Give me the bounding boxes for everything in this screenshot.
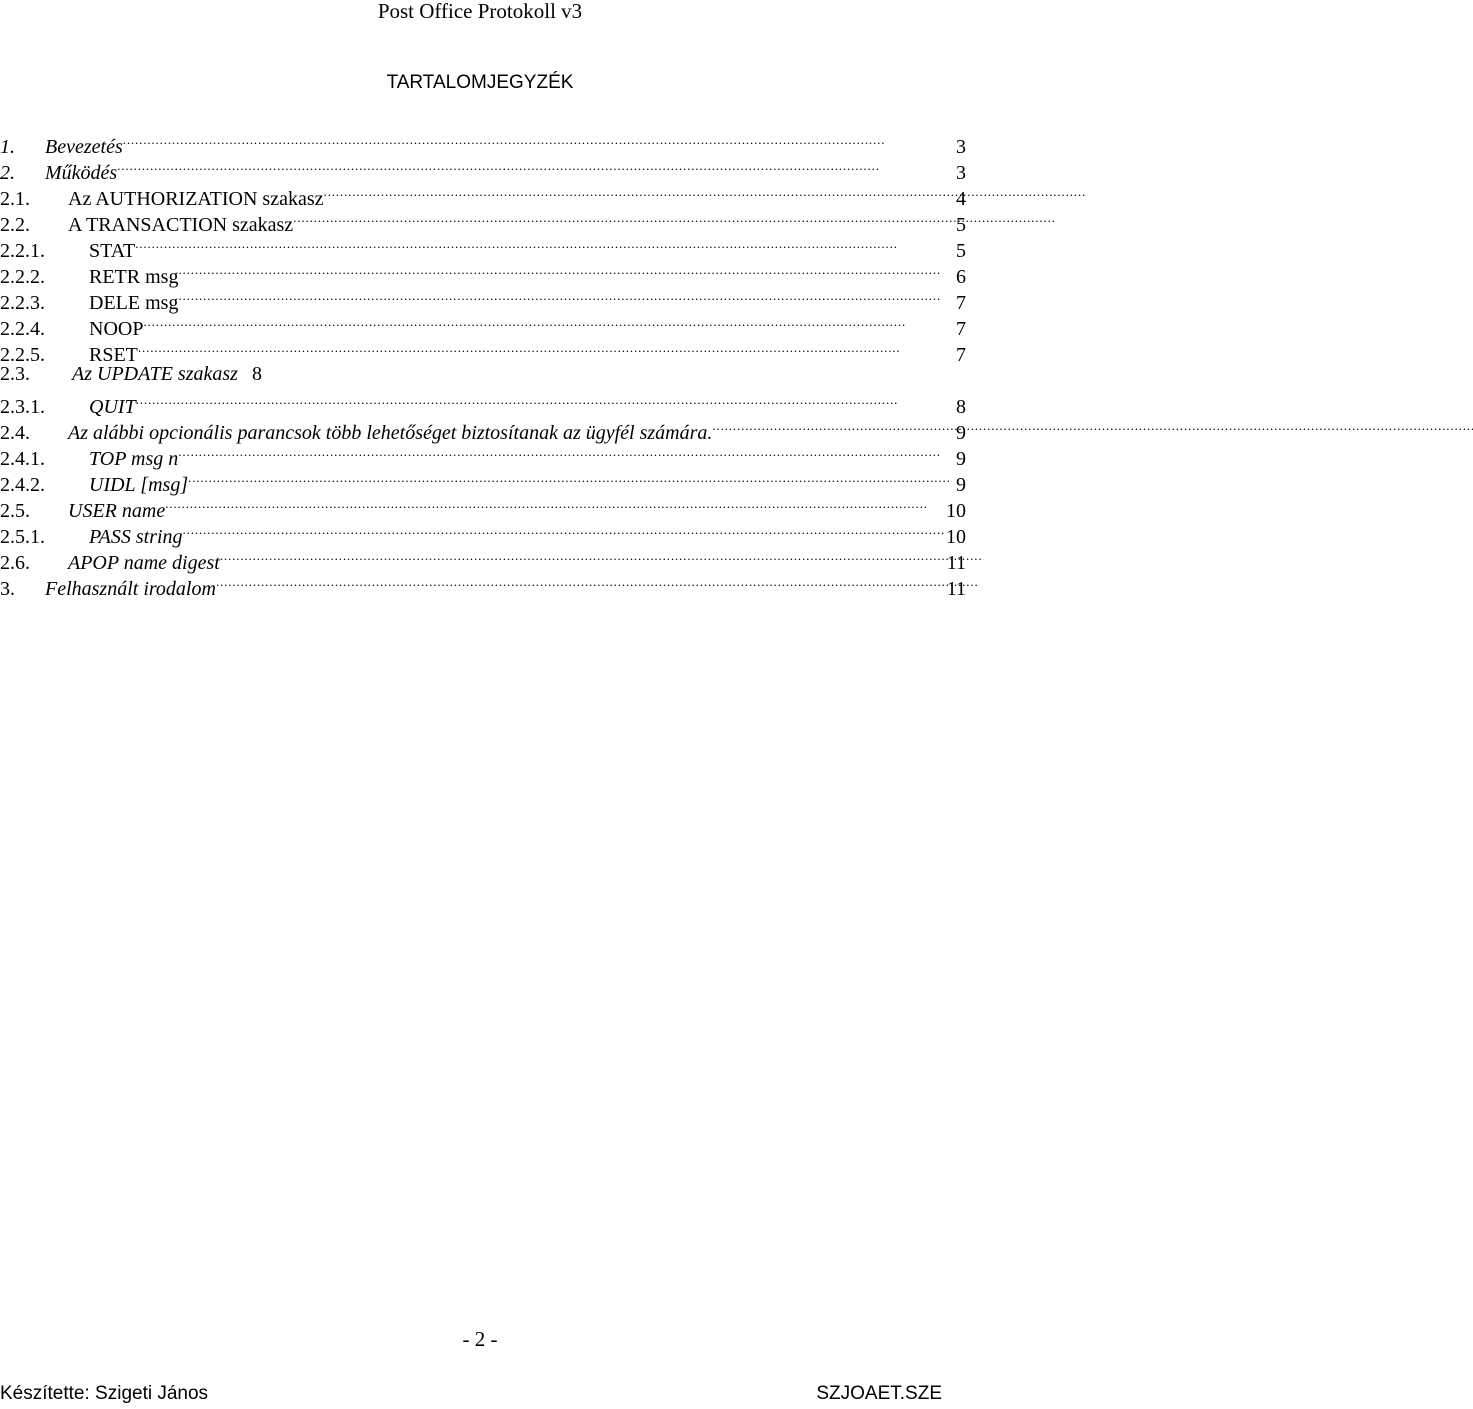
toc-entry[interactable] [0, 465, 966, 496]
toc-entry-number: 2. [0, 162, 15, 184]
toc-leader-dots [324, 179, 955, 205]
toc-entry-number: 2.4.1. [0, 448, 45, 470]
document-header: Post Office Protokoll v3 [377, 0, 583, 23]
toc-entry-page: 7 [956, 344, 966, 366]
footer-code: SZJOAET.SZE [816, 1383, 942, 1404]
toc-entry-title: RSET [89, 344, 138, 366]
toc-entry-page: 10 [946, 526, 966, 548]
toc-entry-title: UIDL [msg] [89, 474, 189, 496]
toc-entry-page: 11 [946, 552, 966, 574]
toc-entry-title: RETR msg [89, 266, 179, 288]
toc-entry-page: 7 [956, 292, 966, 314]
toc-entry[interactable] [0, 283, 966, 314]
toc-entry[interactable] [0, 413, 966, 444]
toc-entry-number: 1. [0, 136, 15, 158]
toc-entry[interactable] [0, 335, 966, 366]
toc-entry-title: PASS string [89, 526, 183, 548]
toc-entry-title: USER name [68, 500, 166, 522]
toc-leader-dots [216, 569, 945, 595]
toc-entry-number: 2.3. [0, 363, 30, 385]
toc-entry[interactable] [0, 543, 966, 574]
toc-leader-dots [143, 309, 954, 335]
toc-entry-number: 2.2.4. [0, 318, 45, 340]
toc-entry-title: QUIT [89, 396, 136, 418]
toc-leader-dots [178, 283, 954, 309]
toc-entry-number: 2.3.1. [0, 396, 45, 418]
toc-entry[interactable] [0, 205, 966, 236]
toc-entry-number: 2.2.1. [0, 240, 45, 262]
toc-leader-dots [712, 413, 954, 439]
toc-entry-page: 5 [956, 214, 966, 236]
toc-entry-page: 3 [956, 136, 966, 158]
toc-entry-number: 2.6. [0, 552, 30, 574]
toc-entry[interactable] [0, 231, 966, 262]
toc-entry-page: 9 [956, 422, 966, 444]
toc-entry-number: 2.4.2. [0, 474, 45, 496]
toc-leader-dots [183, 517, 944, 543]
toc-entry[interactable] [0, 387, 966, 418]
toc-entry[interactable] [0, 361, 966, 387]
toc-entry-page: 9 [956, 474, 966, 496]
toc-entry[interactable] [0, 569, 966, 600]
toc-entry-page: 4 [956, 188, 966, 210]
toc-entry-page: 7 [956, 318, 966, 340]
footer-author: Készítette: Szigeti János [0, 1383, 209, 1404]
toc-entry-page: 9 [956, 448, 966, 470]
toc-entry-title: Az alábbi opcionális parancsok több lehetőséget biztosítanak az ügyfél számára. [68, 422, 713, 444]
toc-leader-dots [117, 153, 954, 179]
toc-entry[interactable] [0, 439, 966, 470]
toc-heading: TARTALOMJEGYZÉK [386, 72, 574, 93]
toc-leader-dots [136, 387, 954, 413]
toc-entry-page: 8 [251, 363, 262, 385]
toc-leader-dots [178, 257, 954, 283]
toc-entry-title: APOP name digest [68, 552, 220, 574]
toc-entry-page: 3 [956, 162, 966, 184]
toc-entry-page: 5 [956, 240, 966, 262]
toc-entry[interactable] [0, 127, 966, 158]
toc-entry[interactable] [0, 257, 966, 288]
toc-entry-page: 8 [956, 396, 966, 418]
toc-entry-number: 2.1. [0, 188, 30, 210]
toc-leader-dots [188, 465, 954, 491]
toc-entry-number: 3. [0, 578, 15, 600]
toc-entry[interactable] [0, 517, 966, 548]
toc-entry-number: 2.2.3. [0, 292, 45, 314]
toc-entry-title: A TRANSACTION szakasz [68, 214, 294, 236]
toc-entry-page: 6 [956, 266, 966, 288]
toc-entry-page: 11 [946, 578, 966, 600]
toc-leader-dots [165, 491, 944, 517]
toc-entry[interactable] [0, 179, 966, 210]
toc-entry[interactable] [0, 309, 966, 340]
toc-leader-dots [138, 335, 954, 361]
toc-leader-dots [135, 231, 954, 257]
toc-entry-page: 10 [946, 500, 966, 522]
toc-entry-number: 2.5. [0, 500, 30, 522]
page-number: - 2 - [462, 1327, 498, 1351]
toc-entry-title: Az UPDATE szakasz [72, 363, 238, 385]
toc-leader-dots [293, 205, 954, 231]
toc-entry-number: 2.4. [0, 422, 30, 444]
toc-entry-number: 2.2. [0, 214, 30, 236]
toc-entry-title: TOP msg n [89, 448, 179, 470]
toc-entry-title: NOOP [89, 318, 144, 340]
toc-leader-dots [123, 127, 954, 153]
toc-entry-title: Felhasznált irodalom [45, 578, 216, 600]
toc-entry-title: DELE msg [89, 292, 179, 314]
toc-entry-number: 2.5.1. [0, 526, 45, 548]
table-of-contents [0, 127, 966, 600]
toc-entry[interactable] [0, 153, 966, 184]
toc-entry-title: Bevezetés [45, 136, 123, 158]
toc-leader-dots [178, 439, 954, 465]
toc-entry-number: 2.2.2. [0, 266, 45, 288]
toc-leader-dots [220, 543, 945, 569]
toc-entry-number: 2.2.5. [0, 344, 45, 366]
toc-entry[interactable] [0, 491, 966, 522]
toc-entry-title: Az AUTHORIZATION szakasz [68, 188, 324, 210]
toc-entry-title: Működés [45, 162, 118, 184]
toc-entry-title: STAT [89, 240, 136, 262]
